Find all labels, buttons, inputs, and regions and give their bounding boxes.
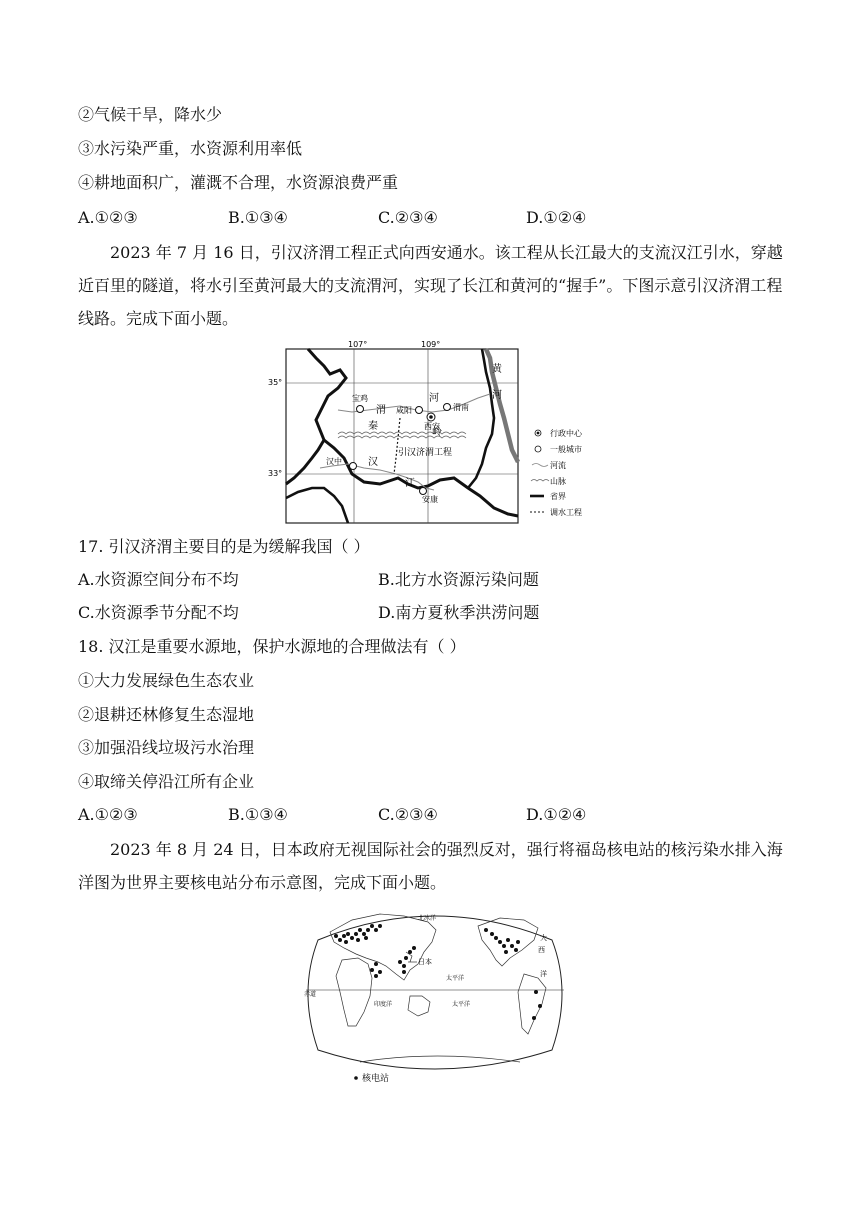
option-line-3: ③水污染严重，水资源利用率低 <box>78 139 303 158</box>
answer-b[interactable]: B.①③④ <box>228 208 288 227</box>
option-line-4: ④耕地面积广，灌溉不合理，水资源浪费严重 <box>78 173 399 192</box>
lat-label-33: 33° <box>268 469 283 478</box>
q18-item-2: ②退耕还林修复生态湿地 <box>78 705 255 724</box>
svg-text:调水工程: 调水工程 <box>550 508 582 517</box>
svg-text:河流: 河流 <box>550 461 566 470</box>
lon-label-107: 107° <box>348 340 368 349</box>
q18-item-1: ①大力发展绿色生态农业 <box>78 671 255 690</box>
lat-label-35: 35° <box>268 378 283 387</box>
city-ankang <box>420 488 427 495</box>
label-project: 引汉济渭工程 <box>398 448 453 458</box>
option-line-2: ②气候干旱，降水少 <box>78 105 223 124</box>
label-da: 大 <box>540 934 547 942</box>
passage-fukushima: 2023 年 8 月 24 日，日本政府无视国际社会的强烈反对，强行将福岛核电站的核污染水排入海洋图为世界主要核电站分布示意图，完成下面小题。 <box>78 840 783 892</box>
svg-text:一般城市: 一般城市 <box>550 445 582 454</box>
label-he-east: 河 <box>492 390 502 401</box>
label-indian: 印度洋 <box>374 1001 393 1008</box>
label-he: 河 <box>429 393 439 404</box>
label-yang: 洋 <box>540 970 547 978</box>
map-outline <box>308 916 562 1069</box>
map-legend <box>530 428 583 517</box>
label-pacific-south: 太平洋 <box>452 1001 471 1008</box>
q17-option-b[interactable]: B.北方水资源污染问题 <box>378 570 539 589</box>
svg-text:山脉: 山脉 <box>550 477 566 486</box>
label-qin: 秦 <box>368 421 378 432</box>
label-hanzhong: 汉中 <box>326 457 342 466</box>
label-xi: 西 <box>538 946 545 954</box>
label-baoji: 宝鸡 <box>352 394 368 403</box>
q18-answer-c[interactable]: C.②③④ <box>378 805 438 824</box>
legend-dot <box>354 1076 358 1080</box>
world-nuclear-map <box>300 900 570 1090</box>
q18-item-4: ④取缔关停沿江所有企业 <box>78 772 255 791</box>
city-hanzhong <box>350 463 357 470</box>
label-arctic: 北冰洋 <box>418 915 437 922</box>
label-pacific-north: 太平洋 <box>446 975 465 982</box>
label-han: 汉 <box>368 457 378 468</box>
passage-yinhanjiwei: 2023 年 7 月 16 日，引汉济渭工程正式向西安通水。该工程从长江最大的支流汉江引水，穿越近百里的隧道，将水引至黄河最大的支流渭河，实现了长江和黄河的“握手”。下图示意引汉济渭工程线路。完成下面小题。 <box>78 243 783 328</box>
svg-text:省界: 省界 <box>550 492 566 501</box>
q17-option-d[interactable]: D.南方夏秋季洪涝问题 <box>378 603 540 622</box>
svg-text:行政中心: 行政中心 <box>550 429 582 438</box>
q18-answer-d[interactable]: D.①②④ <box>526 805 587 824</box>
answer-a[interactable]: A.①②③ <box>78 208 138 227</box>
label-xian: 西安 <box>424 422 440 431</box>
q17-option-a[interactable]: A.水资源空间分布不均 <box>78 570 239 589</box>
q18-answer-b[interactable]: B.①③④ <box>228 805 288 824</box>
yinhanjiwei-map <box>268 338 598 530</box>
q18-answers <box>78 804 790 826</box>
city-baoji <box>357 406 364 413</box>
q17-option-c[interactable]: C.水资源季节分配不均 <box>78 603 239 622</box>
legend-nuclear: 核电站 <box>362 1074 390 1084</box>
label-jiang: 江 <box>405 478 415 489</box>
label-huang: 黄 <box>492 364 502 375</box>
label-wei: 渭 <box>376 405 386 416</box>
q18-item-3: ③加强沿线垃圾污水治理 <box>78 738 255 757</box>
city-xianyang <box>416 407 423 414</box>
city-weinan <box>444 404 451 411</box>
lon-label-109: 109° <box>421 340 441 349</box>
q16-answers <box>78 207 790 229</box>
q18-stem: 18. 汉江是重要水源地，保护水源地的合理做法有（ ） <box>78 637 466 656</box>
q18-answer-a[interactable]: A.①②③ <box>78 805 138 824</box>
label-xianyang: 咸阳 <box>396 406 412 415</box>
label-ankang: 安康 <box>422 495 438 504</box>
q17-options-row1 <box>78 569 790 591</box>
label-weinan: 渭南 <box>453 403 469 412</box>
q17-stem: 17. 引汉济渭主要目的是为缓解我国（ ） <box>78 537 370 556</box>
label-japan: 日本 <box>418 958 432 966</box>
label-ling: 岭 <box>432 427 442 438</box>
answer-d[interactable]: D.①②④ <box>526 208 587 227</box>
answer-c[interactable]: C.②③④ <box>378 208 438 227</box>
label-equator: 赤道 <box>304 991 317 998</box>
q17-options-row2 <box>78 602 790 624</box>
